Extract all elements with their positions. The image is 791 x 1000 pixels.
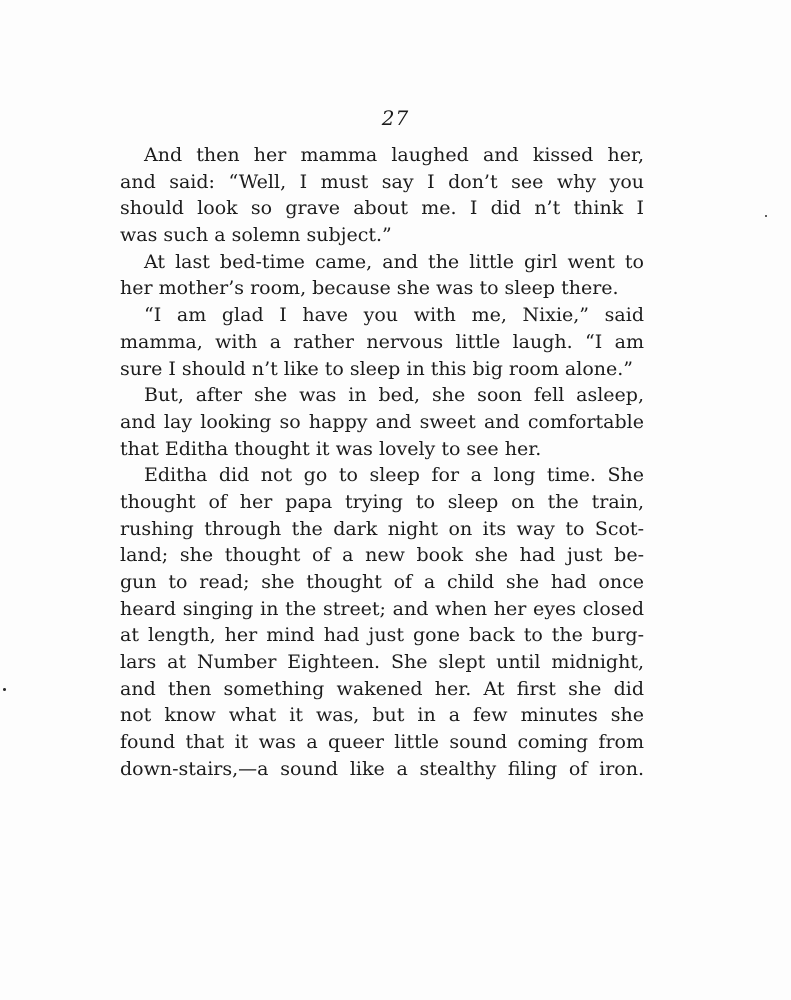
scan-speck: [765, 215, 767, 217]
text-line: down-stairs,—a sound like a stealthy filing of iron.: [120, 757, 644, 780]
text-line: and then something wakened her. At first she did: [120, 677, 644, 700]
text-line: rushing through the dark night on its way to Scot-: [120, 517, 644, 540]
text-line: Editha did not go to sleep for a long time. She: [144, 464, 644, 487]
text-line: found that it was a queer little sound coming from: [120, 731, 644, 754]
page-number: 27: [381, 106, 410, 130]
text-line: and said: “Well, I must say I don’t see why you: [120, 170, 644, 193]
text-line: At last bed-time came, and the little girl went to: [144, 250, 644, 273]
text-line: mamma, with a rather nervous little laugh. “I am: [120, 330, 644, 353]
scan-speck: [3, 688, 6, 691]
text-line: But, after she was in bed, she soon fell asleep,: [144, 384, 644, 407]
text-line: and lay looking so happy and sweet and comfortable: [120, 410, 644, 433]
body-text: [120, 142, 644, 783]
text-line: thought of her papa trying to sleep on the train,: [120, 490, 644, 513]
text-line: should look so grave about me. I did n’t think I: [120, 197, 644, 220]
text-line: “I am glad I have you with me, Nixie,” said: [144, 304, 644, 327]
text-line: that Editha thought it was lovely to see her.: [120, 437, 542, 460]
text-line: heard singing in the street; and when her eyes closed: [120, 597, 644, 620]
text-line: gun to read; she thought of a child she had once: [120, 571, 644, 593]
text-line: not know what it was, but in a few minutes she: [120, 704, 644, 727]
text-line: lars at Number Eighteen. She slept until midnight,: [120, 651, 644, 674]
text-line: land; she thought of a new book she had just be-: [120, 544, 644, 567]
text-line: And then her mamma laughed and kissed her,: [144, 144, 644, 166]
text-line: was such a solemn subject.”: [120, 224, 392, 247]
text-line: sure I should n’t like to sleep in this big room alone.”: [120, 357, 633, 380]
text-line: at length, her mind had just gone back to the burg-: [120, 624, 644, 647]
text-line: her mother’s room, because she was to sleep there.: [120, 277, 619, 300]
